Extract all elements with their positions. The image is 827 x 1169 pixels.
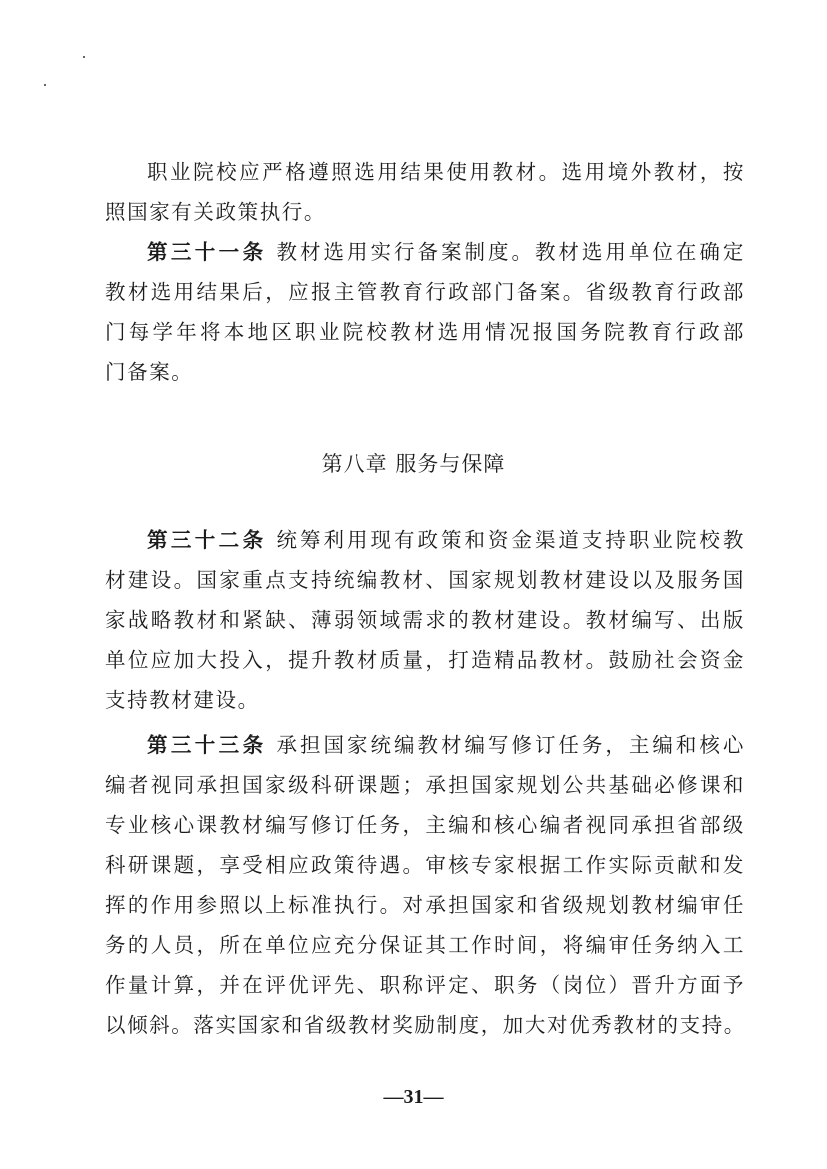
paragraph-line: 编者视同承担国家级科研课题；承担国家规划公共基础必修课和 [105, 773, 745, 797]
article-number: 第三十二条 [147, 528, 267, 552]
chapter-heading: 第八章 服务与保障 [321, 452, 506, 476]
paragraph-line: 支持教材建设。 [105, 688, 260, 712]
article-number: 第三十三条 [147, 733, 267, 757]
scan-speck [44, 84, 46, 86]
paragraph-line: 教材选用结果后，应报主管教育行政部门备案。省级教育行政部 [105, 280, 745, 304]
paragraph-line: 职业院校应严格遵照选用结果使用教材。选用境外教材，按 [147, 160, 745, 184]
page-number: —31— [383, 1086, 444, 1108]
paragraph-line: 作量计算，并在评优评先、职称评定、职务（岗位）晋升方面予 [105, 973, 745, 997]
paragraph-line: 门每学年将本地区职业院校教材选用情况报国务院教育行政部 [105, 320, 745, 344]
article-31-first-line [147, 240, 745, 264]
paragraph-line: 科研课题，享受相应政策待遇。审核专家根据工作实际贡献和发 [105, 853, 745, 877]
paragraph-line: 门备案。 [105, 360, 194, 384]
paragraph-line: 专业核心课教材编写修订任务，主编和核心编者视同承担省部级 [105, 813, 745, 837]
paragraph-line: 单位应加大投入，提升教材质量，打造精品教材。鼓励社会资金 [105, 648, 745, 672]
paragraph-line: 家战略教材和紧缺、薄弱领域需求的教材建设。教材编写、出版 [105, 608, 745, 632]
paragraph-line: 挥的作用参照以上标准执行。对承担国家和省级规划教材编审任 [105, 893, 745, 917]
paragraph-line: 务的人员，所在单位应充分保证其工作时间，将编审任务纳入工 [105, 933, 745, 957]
paragraph-text: 教材选用实行备案制度。教材选用单位在确定 [276, 240, 746, 264]
scan-speck [83, 56, 85, 58]
article-number: 第三十一条 [147, 240, 267, 264]
article-32-first-line [147, 528, 745, 552]
article-33-first-line [147, 733, 745, 757]
paragraph-text: 统筹利用现有政策和资金渠道支持职业院校教 [276, 528, 746, 552]
paragraph-line: 以倾斜。落实国家和省级教材奖励制度，加大对优秀教材的支持。 [105, 1013, 746, 1037]
paragraph-text: 承担国家统编教材编写修订任务，主编和核心 [276, 733, 746, 757]
paragraph-line: 材建设。国家重点支持统编教材、国家规划教材建设以及服务国 [105, 568, 745, 592]
paragraph-line: 照国家有关政策执行。 [105, 200, 326, 224]
